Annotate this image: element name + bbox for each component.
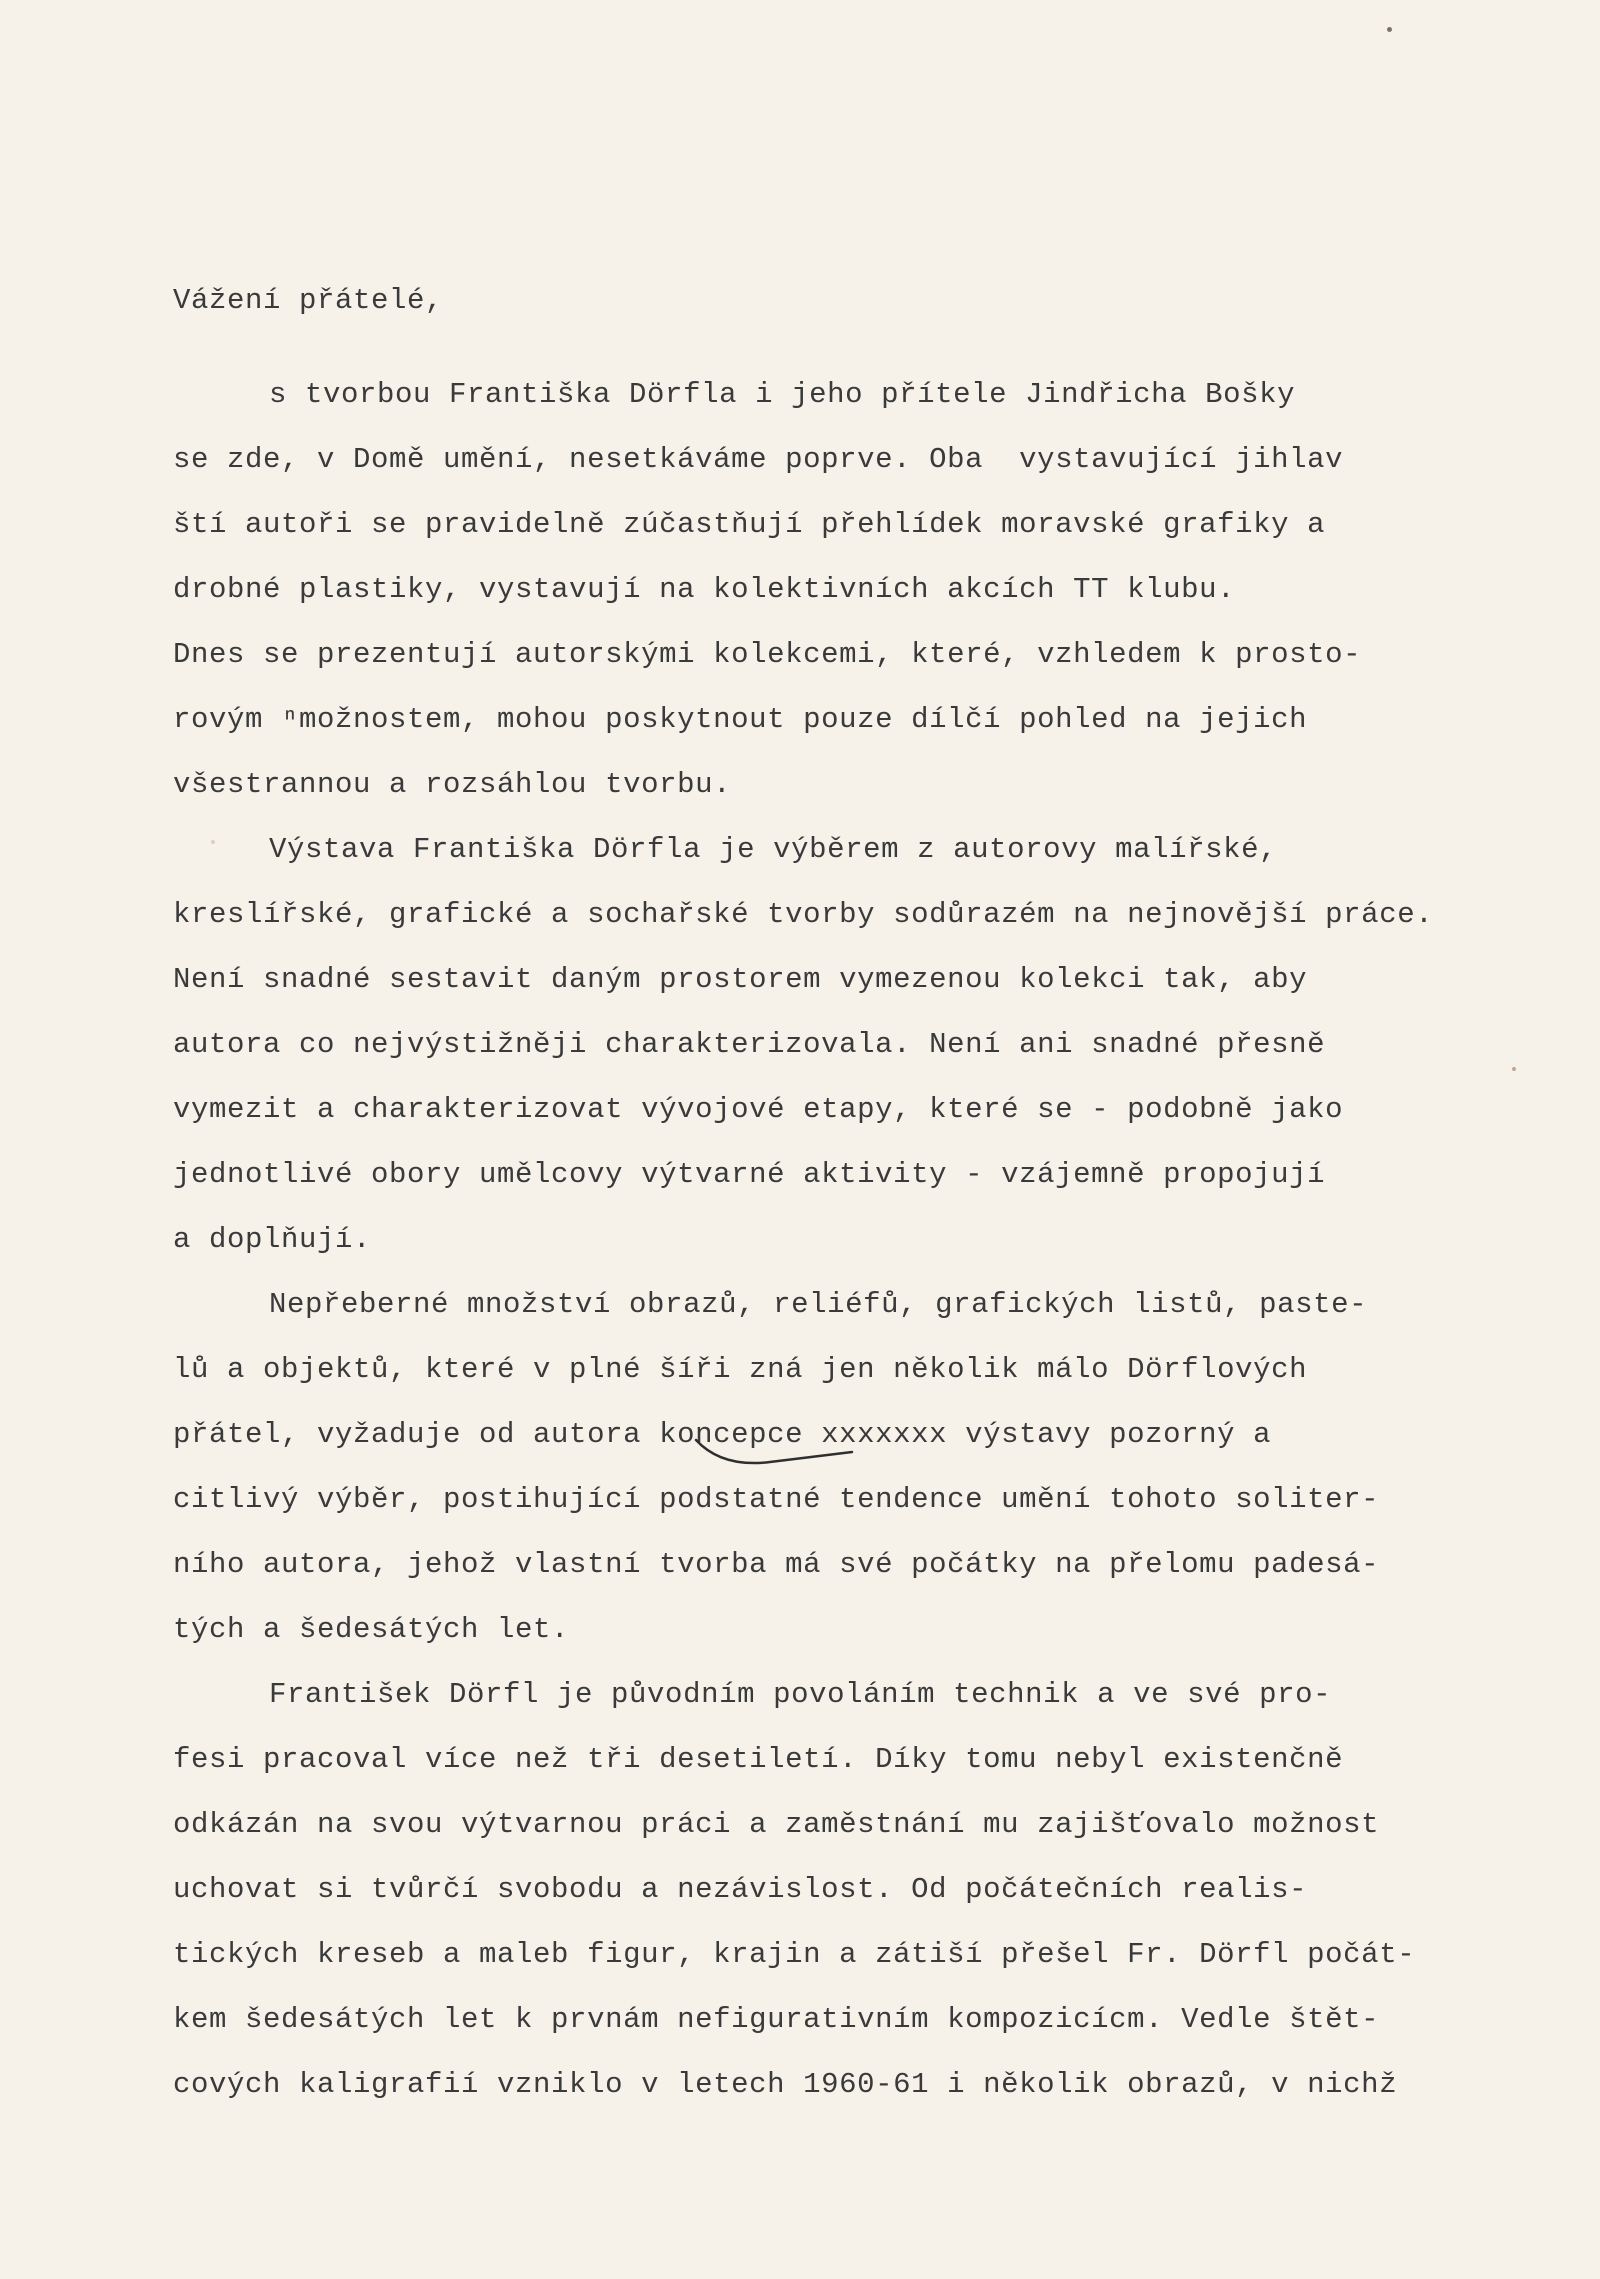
text-line: cových kaligrafií vzniklo v letech 1960-61 i několik obrazů, v nichž (173, 2068, 1398, 2101)
text-line: Dnes se prezentují autorskými kolekcemi, které, vzhledem k prosto- (173, 638, 1362, 671)
text-line: odkázán na svou výtvarnou práci a zaměstnání mu zajišťovalo možnost (173, 1808, 1380, 1841)
text-line: tických kreseb a maleb figur, krajin a zátiší přešel Fr. Dörfl počát- (173, 1938, 1416, 1971)
text-line: citlivý výběr, postihující podstatné tendence umění tohoto soliter- (173, 1483, 1380, 1516)
text-line: s tvorbou Františka Dörfla i jeho přítele Jindřicha Bošky (269, 378, 1296, 411)
paper-speck (1512, 1067, 1516, 1071)
text-line: Není snadné sestavit daným prostorem vymezenou kolekci tak, aby (173, 963, 1308, 996)
text-line: tých a šedesátých let. (173, 1613, 570, 1646)
text-line: se zde, v Domě umění, nesetkáváme poprve. Oba vystavující jihlav (173, 443, 1344, 476)
text-line: Výstava Františka Dörfla je výběrem z autorovy malířské, (269, 833, 1278, 866)
text-line: autora co nejvýstižněji charakterizovala. Není ani snadné přesně (173, 1028, 1326, 1061)
text-line: drobné plastiky, vystavují na kolektivních akcích TT klubu. (173, 573, 1236, 606)
text-line: ští autoři se pravidelně zúčastňují přehlídek moravské grafiky a (173, 508, 1326, 541)
text-line: jednotlivé obory umělcovy výtvarné aktivity - vzájemně propojují (173, 1158, 1326, 1191)
text-line: František Dörfl je původním povoláním technik a ve své pro- (269, 1678, 1332, 1711)
paper-speck (1387, 27, 1392, 32)
text-line: kem šedesátých let k prvnám nefigurativním kompozicícm. Vedle štět- (173, 2003, 1380, 2036)
text-line: vymezit a charakterizovat vývojové etapy, které se - podobně jako (173, 1093, 1344, 1126)
text-line: přátel, vyžaduje od autora koncepce xxxxxxx výstavy pozorný a (173, 1418, 1272, 1451)
text-line: rovým ⁿmožnostem, mohou poskytnout pouze dílčí pohled na jejich (173, 703, 1308, 736)
text-line: Nepřeberné množství obrazů, reliéfů, grafických listů, paste- (269, 1288, 1368, 1321)
text-line: lů a objektů, které v plné šíři zná jen několik málo Dörflových (173, 1353, 1308, 1386)
text-line: fesi pracoval více než tři desetiletí. Díky tomu nebyl existenčně (173, 1743, 1344, 1776)
text-line: všestrannou a rozsáhlou tvorbu. (173, 768, 732, 801)
text-line: a doplňují. (173, 1223, 372, 1256)
text-line: kreslířské, grafické a sochařské tvorby sodůrazém na nejnovější práce. (173, 898, 1434, 931)
text-line: ního autora, jehož vlastní tvorba má své počátky na přelomu padesá- (173, 1548, 1380, 1581)
text-line: uchovat si tvůrčí svobodu a nezávislost. Od počátečních realis- (173, 1873, 1308, 1906)
handwritten-deletion-mark (692, 1432, 1032, 1472)
salutation: Vážení přátelé, (173, 284, 444, 317)
paper-speck (211, 840, 215, 844)
